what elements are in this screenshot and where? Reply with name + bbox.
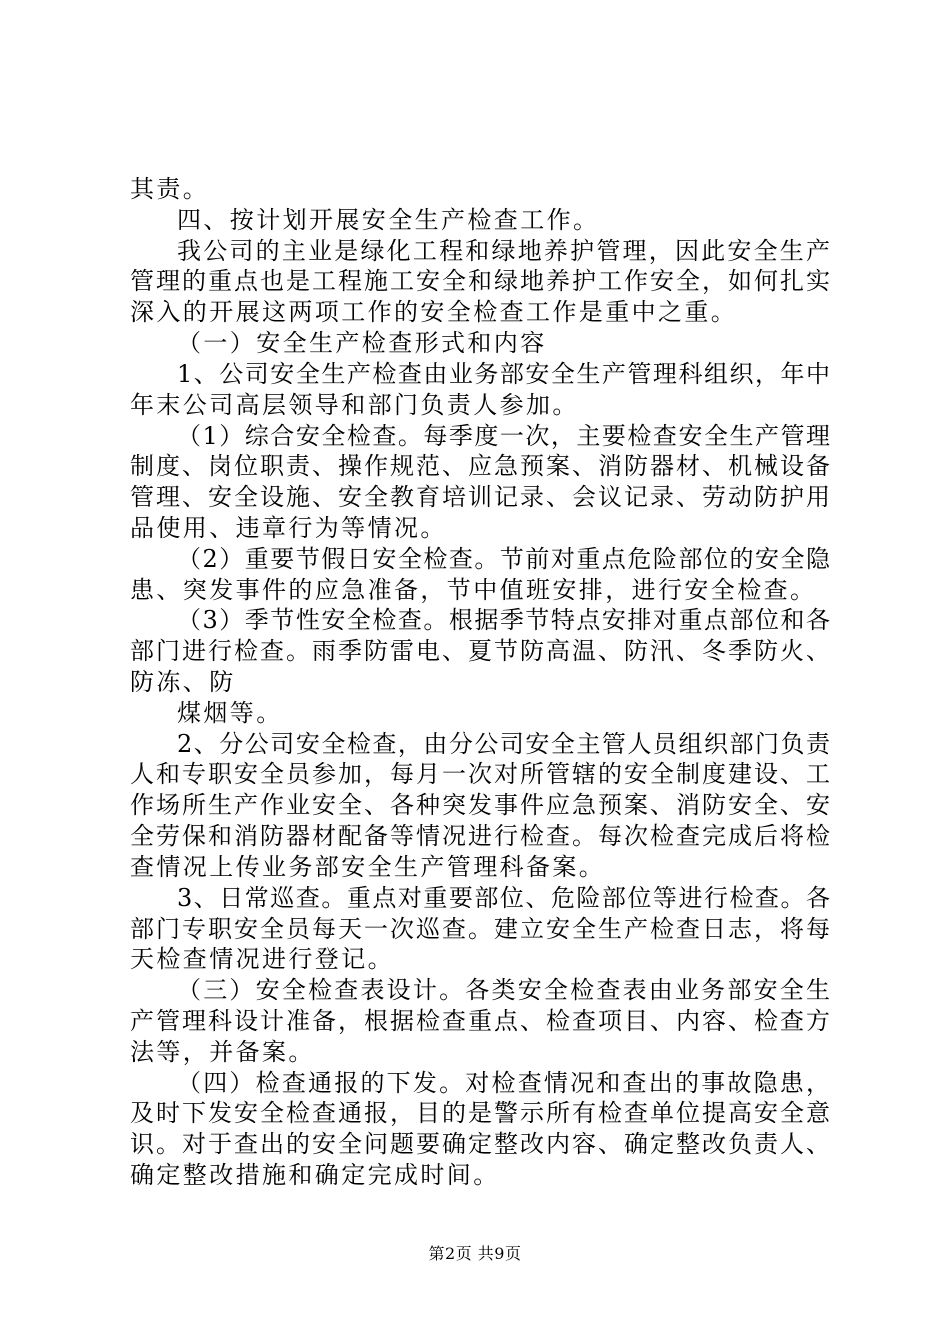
paragraph-line: （四）检查通报的下发。对检查情况和查出的事故隐患， bbox=[177, 1069, 830, 1097]
paragraph-line: 识。对于查出的安全问题要确定整改内容、确定整改负责人、 bbox=[130, 1130, 830, 1158]
page-number-footer: 第2页 共9页 bbox=[428, 1244, 522, 1263]
paragraph-line: 品使用、违章行为等情况。 bbox=[130, 514, 447, 542]
paragraph-line: 制度、岗位职责、操作规范、应急预案、消防器材、机械设备 bbox=[130, 452, 830, 480]
paragraph-line: （1）综合安全检查。每季度一次，主要检查安全生产管理 bbox=[177, 422, 830, 450]
paragraph-line: 煤烟等。 bbox=[177, 699, 283, 727]
subsection-heading: （一）安全生产检查形式和内容 bbox=[177, 329, 547, 357]
paragraph-line: 查情况上传业务部安全生产管理科备案。 bbox=[130, 853, 606, 881]
paragraph-line: 深入的开展这两项工作的安全检查工作是重中之重。 bbox=[130, 298, 738, 326]
paragraph-line: 管理、安全设施、安全教育培训记录、会议记录、劳动防护用 bbox=[130, 483, 830, 511]
paragraph-line: 部门进行检查。雨季防雷电、夏节防高温、防汛、冬季防火、 bbox=[130, 637, 830, 665]
paragraph-line: 作场所生产作业安全、各种突发事件应急预案、消防安全、安 bbox=[130, 791, 830, 819]
paragraph-line: 法等，并备案。 bbox=[130, 1038, 315, 1066]
paragraph-line: 产管理科设计准备，根据检查重点、检查项目、内容、检查方 bbox=[130, 1007, 830, 1035]
paragraph-line: 及时下发安全检查通报，目的是警示所有检查单位提高安全意 bbox=[130, 1099, 830, 1127]
paragraph-line: 其责。 bbox=[130, 175, 210, 203]
paragraph-line: 管理的重点也是工程施工安全和绿地养护工作安全，如何扎实 bbox=[130, 267, 830, 295]
paragraph-line: （3）季节性安全检查。根据季节特点安排对重点部位和各 bbox=[177, 606, 830, 634]
paragraph-line: 我公司的主业是绿化工程和绿地养护管理，因此安全生产 bbox=[177, 237, 830, 265]
section-heading: 四、按计划开展安全生产检查工作。 bbox=[177, 206, 600, 234]
paragraph-line: 患、突发事件的应急准备，节中值班安排，进行安全检查。 bbox=[130, 576, 817, 604]
paragraph-line: 年末公司高层领导和部门负责人参加。 bbox=[130, 391, 579, 419]
paragraph-line: 全劳保和消防器材配备等情况进行检查。每次检查完成后将检 bbox=[130, 822, 830, 850]
paragraph-line: （2）重要节假日安全检查。节前对重点危险部位的安全隐 bbox=[177, 545, 830, 573]
paragraph-line: （三）安全检查表设计。各类安全检查表由业务部安全生 bbox=[177, 976, 830, 1004]
paragraph-line: 部门专职安全员每天一次巡查。建立安全生产检查日志，将每 bbox=[130, 915, 830, 943]
paragraph-line: 3、日常巡查。重点对重要部位、危险部位等进行检查。各 bbox=[177, 884, 830, 912]
paragraph-line: 确定整改措施和确定完成时间。 bbox=[130, 1161, 500, 1189]
paragraph-line: 天检查情况进行登记。 bbox=[130, 945, 394, 973]
paragraph-line: 人和专职安全员参加，每月一次对所管辖的安全制度建设、工 bbox=[130, 760, 830, 788]
paragraph-line: 1、公司安全生产检查由业务部安全生产管理科组织，年中 bbox=[177, 360, 830, 388]
paragraph-line: 防冻、防 bbox=[130, 668, 236, 696]
paragraph-line: 2、分公司安全检查，由分公司安全主管人员组织部门负责 bbox=[177, 730, 830, 758]
